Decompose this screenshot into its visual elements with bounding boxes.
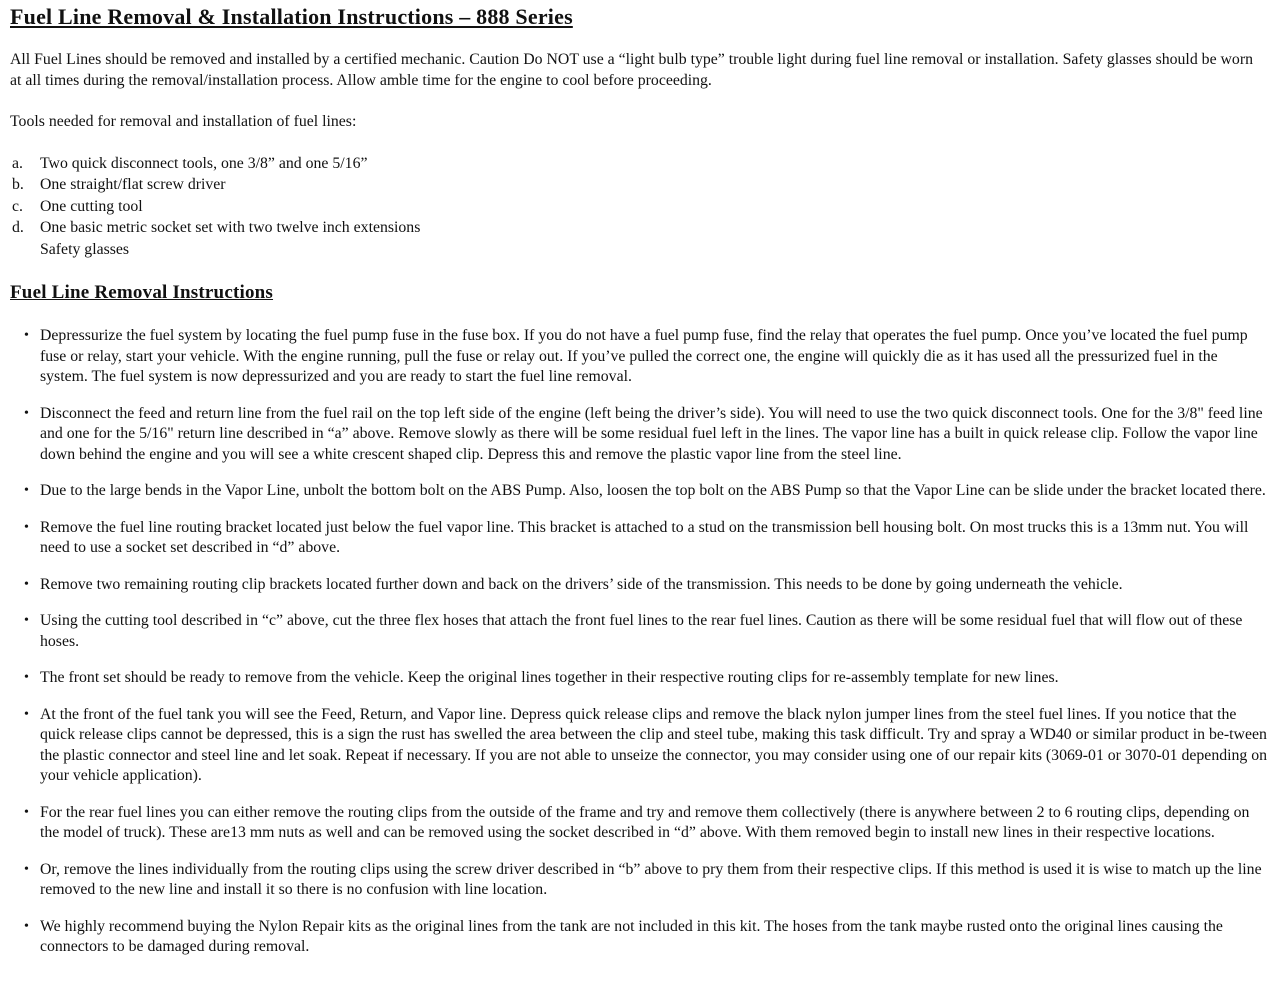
instructions-list [10,326,1268,958]
bullet-item [10,481,1268,502]
bullet-icon: • [24,405,29,421]
bullet-text: For the rear fuel lines you can either remove the routing clips from the outside of the frame and try and remove them collectively (there is anywhere between 2 to 6 routing clips, depending on the model of truck). These are13 mm nuts as well and can be removed using the socket described in “d” above. With them removed begin to install new lines in their respective locations. [40,803,1250,841]
bullet-icon: • [24,328,29,343]
bullet-icon: • [24,483,29,498]
bullet-item [10,803,1268,844]
bullet-text: Depressurize the fuel system by locating the fuel pump fuse in the fuse box. If you do not have a fuel pump fuse, find the relay that operates the fuel pump. Once you’ve located the fuel pump fuse or relay, start your vehicle. With the engine running, pull the fuse or relay out. If you’ve pulled the correct one, the engine will quickly die as it has used all the pressurized fuel in the system. The fuel system is now depressurized and you are ready to start the fuel line removal. [40,327,1248,385]
bullet-item [10,860,1268,901]
bullet-icon: • [24,804,29,820]
list-item-text: One basic metric socket set with two twelve inch extensions [40,219,421,236]
bullet-item [10,326,1268,388]
bullet-text: Remove the fuel line routing bracket located just below the fuel vapor line. This bracket is attached to a stud on the transmission bell housing bolt. On most trucks this is a 13mm nut. You will need to use a socket set described in “d” above. [40,518,1249,556]
bullet-text: Due to the large bends in the Vapor Line, unbolt the bottom bolt on the ABS Pump. Also, loosen the top bolt on the ABS Pump so that the Vapor Line can be slide under the bracket located there. [40,482,1266,499]
bullet-icon: • [24,670,29,685]
bullet-item [10,668,1268,689]
bullet-item [10,518,1268,559]
bullet-item [10,404,1268,466]
list-item-continuation: Safety glasses [40,240,130,258]
page-title: Fuel Line Removal & Installation Instructions – 888 Series [10,4,573,29]
tools-intro: Tools needed for removal and installation of fuel lines: [10,113,357,130]
list-item [10,153,1268,175]
bullet-text: The front set should be ready to remove from the vehicle. Keep the original lines together in their respective routing clips for re-assembly template for new lines. [40,669,1059,686]
bullet-icon: • [24,918,29,934]
list-item-text: One straight/flat screw driver [40,176,226,193]
list-item-text: One cutting tool [40,197,143,215]
bullet-text: Or, remove the lines individually from the routing clips using the screw driver described in “b” above to pry them from their respective clips. If this method is used it is wise to match up the line removed to the new line and install it so there is no confusion with line location. [40,860,1262,898]
list-item-marker: b. [12,176,24,193]
bullet-item [10,575,1268,596]
bullet-icon: • [24,861,29,877]
list-item-marker: a. [12,154,23,172]
list-item [10,174,1268,196]
bullet-text: We highly recommend buying the Nylon Repair kits as the original lines from the tank are not included in this kit. The hoses from the tank maybe rusted onto the original lines causing the connectors to be damaged during removal. [40,917,1223,955]
bullet-item [10,705,1268,787]
intro-paragraph: All Fuel Lines should be removed and installed by a certified mechanic. Caution Do NOT use a “light bulb type” trouble light during fuel line removal or installation. Safety glasses should be worn at all times during the removal/installation process. Allow amble time for the engine to cool before proceeding. [10,51,1253,89]
list-item [10,196,1268,218]
section-heading: Fuel Line Removal Instructions [10,282,274,303]
bullet-text: At the front of the fuel tank you will see the Feed, Return, and Vapor line. Depress quick release clips and remove the black nylon jumper lines from the steel fuel lines. If you notice that the quick release clips cannot be depressed, this is a sign the rust has swelled the area between the clip and steel tube, making this task difficult. Try and spray a WD40 or similar product in be-tween the plastic connector and steel line and let soak. Repeat if necessary. If you are not able to unseize the connector, you may consider using one of our repair kits (3069-01 or 3070-01 depending on your vehicle application). [40,705,1268,784]
list-item-marker: d. [12,219,24,236]
bullet-item [10,917,1268,958]
list-item-marker: c. [12,197,23,215]
bullet-text: Using the cutting tool described in “c” above, cut the three flex hoses that attach the front fuel lines to the rear fuel lines. Caution as there will be some residual fuel that will flow out of these hoses. [40,612,1243,650]
list-item-text: Two quick disconnect tools, one 3/8” and one 5/16” [40,154,368,172]
bullet-text: Disconnect the feed and return line from the fuel rail on the top left side of the engine (left being the driver’s side). You will need to use the two quick disconnect tools. One for the 3/8" feed line and one for the 5/16" return line described in “a” above. Remove slowly as there will be some residual fuel left in the lines. The vapor line has a built in quick release clip. Follow the vapor line down behind the engine and you will see a white crescent shaped clip. Depress this and remove the plastic vapor line from the steel line. [40,404,1263,463]
bullet-icon: • [24,706,29,722]
bullet-icon: • [24,519,29,535]
bullet-icon: • [24,576,29,592]
bullet-icon: • [24,613,29,628]
bullet-text: Remove two remaining routing clip brackets located further down and back on the drivers’ side of the transmission. This needs to be done by going underneath the vehicle. [40,575,1123,593]
list-item [10,217,1268,239]
tools-list [10,153,1268,261]
bullet-item [10,611,1268,652]
